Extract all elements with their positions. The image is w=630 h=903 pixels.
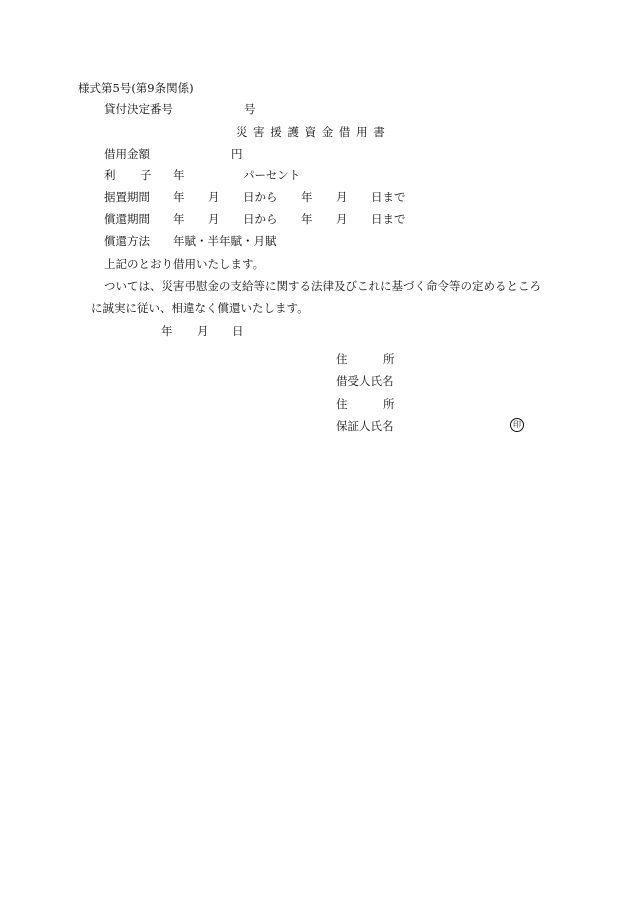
- repayment-period-month2: 月: [336, 212, 348, 226]
- decision-number-suffix: 号: [244, 102, 256, 116]
- decision-number-label: 貸付決定番号: [104, 102, 173, 116]
- borrower-address-label-2: 所: [383, 352, 395, 366]
- repayment-period-month: 月: [208, 212, 220, 226]
- repayment-period-label: 償還期間: [104, 212, 150, 226]
- seal-mark: 印: [510, 418, 524, 432]
- loan-amount-label: 借用金額: [104, 147, 150, 161]
- deferment-month2: 月: [336, 190, 348, 204]
- document-title: 災 害 援 護 資 金 借 用 書: [236, 125, 386, 139]
- interest-label-1: 利: [104, 168, 116, 182]
- body-line-2: ついては、災害弔慰金の支給等に関する法律及びこれに基づく命令等の定めるところ: [104, 279, 541, 293]
- guarantor-address-label-2: 所: [383, 397, 395, 411]
- guarantor-address-label-1: 住: [336, 397, 348, 411]
- borrower-name-label: 借受人氏名: [336, 374, 394, 388]
- deferment-year2: 年: [301, 190, 313, 204]
- body-line-1: 上記のとおり借用いたします。: [104, 257, 265, 271]
- body-line-3: に誠実に従い、相違なく償還いたします。: [91, 301, 309, 315]
- repayment-period-from: 日から: [243, 212, 278, 226]
- guarantor-name-label: 保証人氏名: [336, 419, 394, 433]
- date-day: 日: [232, 324, 244, 338]
- deferment-from: 日から: [243, 190, 278, 204]
- repayment-period-year2: 年: [301, 212, 313, 226]
- borrower-address-label-1: 住: [336, 352, 348, 366]
- deferment-label: 据置期間: [104, 190, 150, 204]
- repayment-period-until: 日まで: [371, 212, 406, 226]
- deferment-until: 日まで: [371, 190, 406, 204]
- interest-year: 年: [173, 168, 185, 182]
- interest-label-2: 子: [140, 168, 152, 182]
- repayment-method-value: 年賦・半年賦・月賦: [173, 234, 277, 248]
- repayment-method-label: 償還方法: [104, 234, 150, 248]
- interest-percent: パーセント: [243, 168, 301, 182]
- loan-amount-unit: 円: [231, 147, 243, 161]
- date-year: 年: [161, 324, 173, 338]
- deferment-year: 年: [173, 190, 185, 204]
- repayment-period-year: 年: [173, 212, 185, 226]
- form-header: 様式第5号(第9条関係): [78, 81, 194, 95]
- date-month: 月: [197, 324, 209, 338]
- deferment-month: 月: [208, 190, 220, 204]
